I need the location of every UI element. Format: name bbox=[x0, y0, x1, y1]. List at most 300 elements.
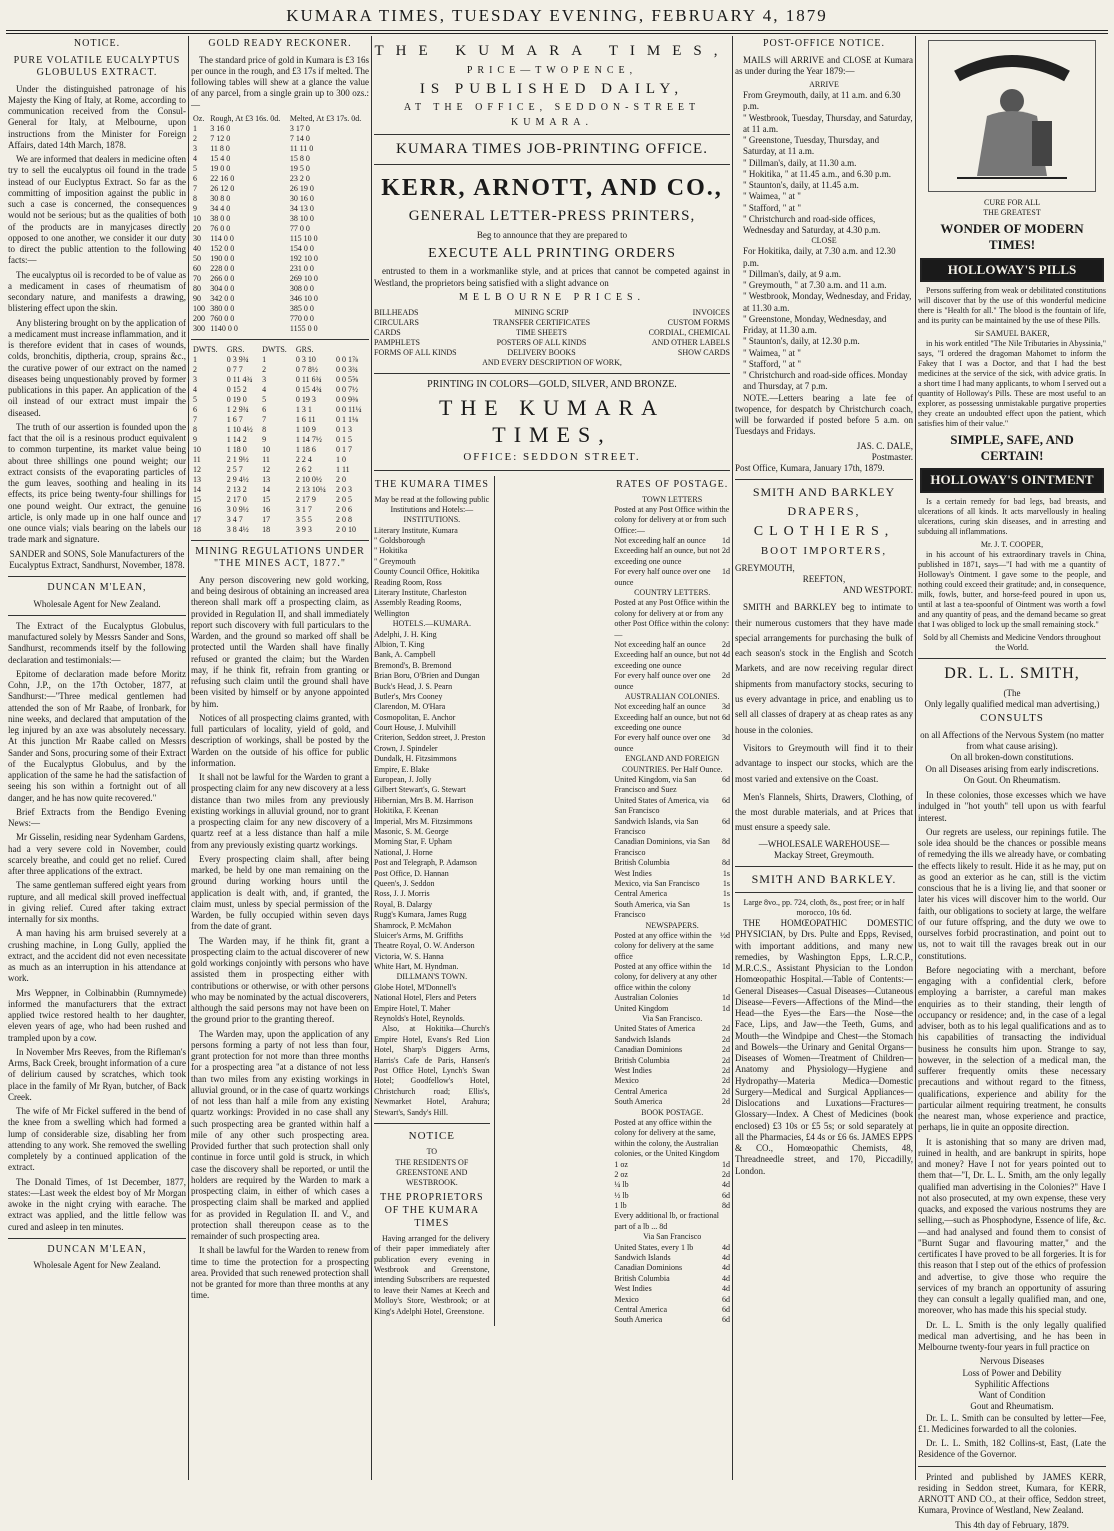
homoeopathic-ad: THE HOMŒOPATHIC DOMESTIC PHYSICIAN, by Drs. Pulte and Epps, Revised, with important additions, and many new remedies, by Washington Epps, L.R.C.P., M.R.C.S., Assistant Physician to the London Homœopathic Hospital.—Table of Contents:—General Diseases—Casual Diseases—Cutaneous Disease—Fevers—Affections of the Mind—the Head—the Eyes—the Ears—the Nose—the Face, Lips, and Jaw—the Teeth, Gums, and Mouth—the Windpipe and Chest—the Stomach and Bowels—the Urinary and Genital Organs—Diseases of Women—Treatment of Children—Anatomy and Physiology—Hygiene and Hydropathy—Materia Medica—Domestic Surgery—Medical and Surgical Appliances—Dislocations and Luxations—Fractures—Glossary—Index. A Chest of Medicines (book enclosed) £3 10s or £5 5s; or sold separately at all the Pharmacies, £4 4s or £6 6s. JAMES EPPS & CO., Homœopathic Chemists, 48, Threadneedle street, and 170, Piccadilly, London. bbox=[735, 918, 913, 1176]
gold-cell: 80 bbox=[193, 283, 201, 293]
rate-row bbox=[614, 858, 730, 868]
dwts-cell: 1 bbox=[193, 354, 197, 364]
rate-value: 1d bbox=[722, 536, 731, 546]
divider bbox=[735, 866, 913, 867]
dwts-cell: 2 0 6 bbox=[335, 504, 352, 514]
rate-label: For every half ounce over one ounce bbox=[614, 733, 711, 753]
rate-label: Posted at any office within the colony, for delivery at any other office within the colony bbox=[614, 962, 717, 992]
baker-text: in his work entitled "The Nile Tributaries in Abyssinia," says, "I ordered the dragoman Mahomet to inform the Fakey that I was a Doctor, and that I had the best medicines at the service of the sick, with advice gratis. In a short time I had many applicants, to whom I served out a quantity of Holloway's Pills. These are most useful to an explorer, as possessing unmistakable purgative properties they create an undoubted effect upon the patient, which satisfies him of their value." bbox=[918, 338, 1106, 428]
dwts-cell: 7 bbox=[193, 414, 197, 424]
gold-cell: 1155 0 0 bbox=[289, 323, 318, 333]
rate-value: 6d bbox=[722, 795, 731, 805]
testimonial-paragraph: The Extract of the Eucalyptus Globulus, manufactured solely by Messrs Sander and Sons, Sandhurst, recommends itself by the following declaration and testimonials:— bbox=[8, 620, 186, 665]
wonder-heading: WONDER OF MODERN TIMES! bbox=[940, 221, 1084, 253]
gold-cell: 300 bbox=[193, 323, 205, 333]
dwts-cell: 7 bbox=[262, 414, 267, 424]
gold-row bbox=[191, 284, 369, 294]
gold-cell: 308 0 0 bbox=[289, 283, 314, 293]
dr-smith-paragraph: Before negociating with a merchant, before engaging with a confidential clerk, before employing a barrister, a careful man makes enquiries as to their standing, their length of occupancy or residence; and, in the case of a legal adviser, both as to his legal qualifications and as to his capabilities of transacting the individual business he consults him upon. Strange to say, however, in the selection of a medical man, the sufferer frequently omits these necessary precautions and without regard to the fitness, qualifications, experience and ability for the particular ailment requiring treatment, he consults the nearest man, whose experience and practice, perhaps, lie in quite an opposite direction. bbox=[918, 964, 1106, 1133]
gold-cell: 30 8 0 bbox=[210, 193, 231, 203]
dwts-cell: 0 7 8½ bbox=[295, 364, 318, 374]
post-date: Post Office, Kumara, January 17th, 1879. bbox=[735, 463, 885, 473]
close-item: " Stafford, " at " bbox=[743, 358, 802, 369]
rate-row bbox=[614, 702, 730, 712]
dwts-cell: 8 bbox=[262, 424, 267, 434]
dwts-cell: 5 bbox=[262, 394, 267, 404]
rate-value: ½d bbox=[720, 930, 731, 940]
dwts-row bbox=[191, 475, 369, 485]
column-holloway bbox=[918, 36, 1106, 1530]
dwts-row bbox=[191, 495, 369, 505]
rate-row bbox=[614, 796, 730, 817]
rate-value: 6d bbox=[722, 1190, 731, 1200]
gold-row bbox=[191, 214, 369, 224]
hotel-item: Theatre Royal, O. W. Anderson bbox=[374, 941, 475, 951]
dr-address: Dr. L. L. Smith, 182 Collins-st, East, (Late the Residence of the Governor. bbox=[918, 1438, 1106, 1460]
dwts-header: GRS. bbox=[295, 344, 314, 354]
gold-cell: 7 bbox=[193, 183, 197, 193]
hotel-item: Criterion, Seddon street, J. Preston bbox=[374, 733, 486, 743]
gold-cell: 6 bbox=[193, 173, 197, 183]
gold-cell: 26 12 0 bbox=[210, 183, 235, 193]
close-heading: CLOSE bbox=[811, 236, 837, 246]
dwts-cell: 1 10 9 bbox=[295, 424, 316, 434]
rate-value: 2d bbox=[722, 1076, 731, 1086]
postmaster-title: Postmaster. bbox=[871, 451, 913, 462]
gold-cell: 90 bbox=[193, 293, 201, 303]
cooper-name: Mr. J. T. COOPER, bbox=[980, 539, 1044, 549]
england-heading: ENGLAND AND FOREIGN COUNTRIES. Per Half Ounce. bbox=[621, 754, 723, 774]
rate-value: 6d bbox=[722, 712, 731, 722]
rate-label: Canadian Dominions bbox=[614, 1045, 683, 1055]
gold-th-oz: Oz. bbox=[193, 113, 205, 123]
rate-row bbox=[614, 775, 730, 796]
westport: AND WESTPORT. bbox=[842, 585, 913, 595]
hotel-item: Brian Boru, O'Brien and Dungan bbox=[374, 671, 480, 681]
rate-label: For every half ounce over one ounce bbox=[614, 567, 711, 587]
dwts-cell: 2 6 2 bbox=[295, 464, 312, 474]
arrive-item: " Stafford, " at " bbox=[743, 202, 802, 213]
rate-row bbox=[614, 817, 730, 838]
rate-label: West Indies bbox=[614, 1284, 652, 1294]
printing-item: POSTERS OF ALL KINDS bbox=[496, 338, 587, 348]
rate-value: 2d bbox=[722, 1045, 731, 1055]
arrive-item: " Christchurch and road-side offices, Wednesday and Saturday, at 4.30 p.m. bbox=[743, 213, 881, 235]
gold-cell: 2 bbox=[193, 133, 197, 143]
rate-row bbox=[614, 993, 730, 1003]
testimonial-paragraph: In November Mrs Reeves, from the Rifleman's Arms, Back Creek, brought information of a cure of delirium caused by scratches, which took place in the family of Mr Ryan, butcher, of Back Creek. bbox=[8, 1046, 186, 1102]
mining-paragraph: The Warden may, if he think fit, grant a prospecting claim to the actual discoverer of new gold workings conjointly with persons who have assisted them in prospecting either with contributions or otherwise, or with other persons who may be nominated by the actual discoverers, although the said persons may not have been on the ground prior to the granting thereof. bbox=[191, 935, 369, 1025]
gold-row bbox=[191, 314, 369, 324]
post-note: NOTE.—Letters bearing a late fee of twopence, for despatch by Christchurch coach, will be forwarded if posted before 5 a.m. on Tuesdays and Fridays. bbox=[735, 392, 913, 437]
dwts-cell: 1 14 7½ bbox=[295, 434, 322, 444]
rate-row bbox=[614, 1097, 730, 1107]
dwts-row bbox=[191, 505, 369, 515]
gold-cell: 26 19 0 bbox=[289, 183, 314, 193]
gold-cell: 231 0 0 bbox=[289, 263, 314, 273]
dwts-cell: 0 7 7 bbox=[226, 364, 243, 374]
mining-paragraph: It shall be lawful for the Warden to renew from time to time the protection for a prospecting area. Provided that such renewed protection shall not be granted for more than three months at any time. bbox=[191, 1245, 369, 1301]
dwts-row bbox=[191, 465, 369, 475]
rate-label: Sandwich Islands, via San Francisco bbox=[614, 816, 699, 836]
rate-row bbox=[614, 1253, 730, 1263]
rate-row bbox=[614, 889, 730, 899]
hotel-item: Royal, B. Dalargy bbox=[374, 899, 433, 909]
close-item: " Dillman's, daily, at 9 a.m. bbox=[743, 268, 841, 279]
rate-row bbox=[614, 1305, 730, 1315]
dwts-cell: 0 1 5 bbox=[335, 434, 352, 444]
mining-paragraph: Any person discovering new gold working, and being desirous of obtaining an increased area thereon shall mark off a prospecting claim, as provided in Regulation II, and shall immediately report such discovery with full particulars to the Warden, and the ground so marked off shall be protected until the Warden shall have finally refused or granted the claim; but the Warden may, if he think fit, refrain from granting or refusing such claim until the ground shall have been visited by himself or by anyone appointed by him. bbox=[191, 574, 369, 709]
rate-row bbox=[614, 1315, 730, 1325]
rate-row bbox=[614, 546, 730, 567]
dwts-cell: 0 19 0 bbox=[226, 394, 247, 404]
divider bbox=[374, 373, 730, 374]
dwts-cell: 15 bbox=[193, 494, 201, 504]
gold-cell: 266 0 0 bbox=[210, 273, 235, 283]
hotel-item: Hokitika, F. Keenan bbox=[374, 806, 439, 816]
every-description: AND EVERY DESCRIPTION OF WORK, bbox=[482, 358, 622, 368]
rate-label: Not exceeding half an ounce bbox=[614, 536, 706, 546]
rate-value: 4d bbox=[722, 1273, 731, 1283]
close-item: " Staunton's, daily, at 12.30 p.m. bbox=[743, 336, 860, 347]
rate-label: United States, every 1 lb bbox=[614, 1242, 694, 1252]
dwts-cell: 10 bbox=[193, 444, 201, 454]
dwts-cell: 12 bbox=[262, 464, 271, 474]
dwts-row bbox=[191, 395, 369, 405]
rate-value: 4d bbox=[722, 650, 731, 660]
gold-cell: 22 16 0 bbox=[210, 173, 235, 183]
rate-row bbox=[614, 536, 730, 546]
rate-value: 2d bbox=[722, 671, 731, 681]
dwts-cell: 13 bbox=[262, 474, 271, 484]
sander-signature: SANDER and SONS, Sole Manufacturers of the Eucalyptus Extract, Sandhurst, November, 1878. bbox=[9, 548, 185, 570]
eucalyptus-paragraph: The eucalyptus oil is recorded to be of value as a medicament in cases of rheumatism of secondary nature, and manifests a drawing, blistering effect upon the skin. bbox=[8, 269, 186, 314]
rate-value: 2d bbox=[722, 1169, 731, 1179]
rate-value: 2d bbox=[722, 1055, 731, 1065]
dwts-cell: 13 bbox=[193, 474, 201, 484]
close-item: " Westbrook, Monday, Wednesday, and Friday, at 11.30 a.m. bbox=[743, 291, 912, 313]
testimonial-paragraph: Brief Extracts from the Bendigo Evening News:— bbox=[8, 806, 186, 828]
hotel-item: Rugg's Kumara, James Rugg bbox=[374, 910, 467, 920]
dwts-cell: 4 bbox=[193, 384, 197, 394]
gold-row bbox=[191, 274, 369, 284]
dwts-cell: 4 bbox=[262, 384, 267, 394]
gold-cell: 7 14 0 bbox=[289, 133, 310, 143]
rate-label: United Kingdom, via San Francisco and Suez bbox=[614, 775, 697, 795]
rate-row bbox=[614, 900, 730, 921]
dwts-cell: 1 bbox=[262, 354, 267, 364]
rate-label: Exceeding half an ounce, but not exceeding one ounce bbox=[614, 650, 720, 670]
dwts-cell: 1 2 9¾ bbox=[226, 404, 249, 414]
rate-value: 2d bbox=[722, 1024, 731, 1034]
consults-item: On Gout. On Rheumatism. bbox=[963, 774, 1061, 785]
close-item: " Greymouth, " at 7.30 a.m. and 11 a.m. bbox=[743, 280, 887, 290]
hotel-item: Victoria, W. S. Hanna bbox=[374, 951, 444, 961]
mining-paragraph: Notices of all prospecting claims granted, with full particulars of locality, yield of gold, and description of workings, shall be posted by the Warden on the outside of his office for public information. bbox=[191, 712, 369, 768]
rate-label: Canadian Dominions bbox=[614, 1263, 683, 1273]
nervous-item: Nervous Diseases bbox=[979, 1356, 1045, 1367]
rate-value: 4d bbox=[722, 1242, 731, 1252]
column-gold-reckoner bbox=[191, 36, 369, 1478]
logo-text: CURE FOR ALL bbox=[983, 198, 1040, 207]
gold-row bbox=[191, 304, 369, 314]
arrive-item: " Westbrook, Tuesday, Thursday, and Saturday, at 11 a.m. bbox=[743, 112, 913, 134]
testimonial-paragraph: Epitome of declaration made before Moritz Cohn, J.P., on the 17th October, 1877, at Sandhurst:—"Three medical gentlemen had attended the son of Mr Raabe, of Ironbark, for nine weeks, and declared that amputation of the leg injured by an axe was absolutely necessary. At this junction Mr Raabe called on Messrs Sander and Sons, procuring some of their Extract of the Eucalyptus Globulus, and by the application of the same he had the satisfaction of seeing his son within a fortnight out of all danger, and he has now quite recovered." bbox=[8, 668, 186, 803]
dwts-cell: 0 15 4¾ bbox=[295, 384, 322, 394]
divider bbox=[8, 1238, 186, 1239]
column-divider bbox=[188, 36, 189, 1480]
dwts-cell: 14 bbox=[262, 484, 271, 494]
rate-row bbox=[614, 671, 730, 692]
rate-label: For every half ounce over one ounce bbox=[614, 671, 711, 691]
rate-value: 6d bbox=[722, 1315, 731, 1325]
hotel-item: Queen's, J. Seddon bbox=[374, 878, 435, 888]
hygieia-icon bbox=[937, 46, 1087, 186]
institution-item: " Greymouth bbox=[374, 556, 416, 566]
gold-cell: 76 0 0 bbox=[210, 223, 231, 233]
dwts-cell: 0 19 3 bbox=[295, 394, 316, 404]
gold-cell: 380 0 0 bbox=[210, 303, 235, 313]
boot-importers: BOOT IMPORTERS, bbox=[760, 544, 888, 557]
rate-row bbox=[614, 650, 730, 671]
gold-cell: 228 0 0 bbox=[210, 263, 235, 273]
hotel-item: Clarendon, M. O'Hara bbox=[374, 702, 446, 712]
testimonial-paragraph: The same gentleman suffered eight years from rupture, and all medical skill proved ineffectual in giving relief. Cured after taking extract internally for six months. bbox=[8, 880, 186, 924]
divider bbox=[918, 1466, 1106, 1467]
rate-value: 2d bbox=[722, 546, 731, 556]
divider bbox=[191, 339, 369, 340]
rate-row bbox=[614, 1076, 730, 1086]
divider bbox=[374, 134, 730, 135]
gold-cell: 385 0 0 bbox=[289, 303, 314, 313]
printing-item: INVOICES bbox=[692, 308, 730, 318]
rate-label: United Kingdom bbox=[614, 1003, 669, 1013]
kerr-arnott: KERR, ARNOTT, AND CO., bbox=[381, 174, 723, 201]
dwts-cell: 1 10 4½ bbox=[226, 424, 253, 434]
mining-heading: MINING REGULATIONS UNDER "THE MINES ACT, 1877." bbox=[195, 545, 365, 570]
kt-price: PRICE—TWOPENCE, bbox=[466, 64, 638, 76]
notice-heading: NOTICE. bbox=[73, 38, 121, 49]
masthead: KUMARA TIMES, TUESDAY EVENING, FEBRUARY 4, 1879 bbox=[286, 6, 828, 25]
arrive-item: " Dillman's, daily, at 11.30 a.m. bbox=[743, 157, 857, 168]
dwts-row bbox=[191, 435, 369, 445]
gold-cell: 15 8 0 bbox=[289, 153, 310, 163]
rate-value: 1s bbox=[722, 868, 731, 878]
kt-office-seddon: OFFICE: SEDDON STREET. bbox=[463, 450, 641, 463]
simple-safe-heading: SIMPLE, SAFE, AND CERTAIN! bbox=[950, 431, 1074, 463]
gold-cell: 8 bbox=[193, 193, 197, 203]
execute-all: EXECUTE ALL PRINTING ORDERS bbox=[428, 245, 676, 261]
gold-row bbox=[191, 294, 369, 304]
rate-row bbox=[614, 1274, 730, 1284]
institution-item: Literary Institute, Charleston bbox=[374, 588, 467, 598]
divider bbox=[374, 1123, 490, 1124]
gold-cell: 23 2 0 bbox=[289, 173, 310, 183]
gold-cell: 50 bbox=[193, 253, 201, 263]
gold-cell: 30 16 0 bbox=[289, 193, 314, 203]
testimonial-paragraph: Mr Gisselin, residing near Sydenham Gardens, had a very severe cold in November, could scarcely breathe, and could get no relief. Cured after three applications of the extract. bbox=[8, 832, 186, 876]
rate-label: West Indies bbox=[614, 868, 652, 878]
dwts-cell: 3 4 7 bbox=[226, 514, 243, 524]
dwts-cell: 0 0 5⅝ bbox=[335, 374, 358, 384]
gold-cell: 3 16 0 bbox=[210, 123, 231, 133]
drapers: DRAPERS, bbox=[787, 504, 861, 519]
kt-office: AT THE OFFICE, SEDDON-STREET bbox=[403, 102, 701, 113]
gold-cell: 5 bbox=[193, 163, 197, 173]
gold-cell: 19 5 0 bbox=[289, 163, 310, 173]
dwts-cell: 2 17 9 bbox=[295, 494, 316, 504]
arrive-item: " Waimea, " at " bbox=[743, 191, 801, 202]
masthead-rule bbox=[6, 30, 1108, 31]
dwts-cell: 2 13 10¼ bbox=[295, 484, 326, 494]
printing-item: TRANSFER CERTIFICATES bbox=[492, 318, 591, 328]
gold-row bbox=[191, 134, 369, 144]
hotel-item: Bremond's, B. Bremond bbox=[374, 660, 452, 670]
nervous-item: Want of Condition bbox=[978, 1390, 1046, 1400]
gold-cell: 100 bbox=[193, 303, 205, 313]
gold-row bbox=[191, 324, 369, 334]
dwts-cell: 2 1 9½ bbox=[226, 454, 249, 464]
rate-row bbox=[614, 1201, 730, 1211]
rate-value: 4d bbox=[722, 1253, 731, 1263]
nervous-item: Gout and Rheumatism. bbox=[970, 1401, 1054, 1412]
rate-label: Central America bbox=[614, 1304, 667, 1314]
cure-for-all-logo bbox=[928, 40, 1096, 192]
rate-label: Exceeding half an ounce, but not exceeding one ounce bbox=[614, 546, 720, 566]
also-at-hokitika: Also, at Hokitika—Church's Empire Hotel, Evans's Red Lion Hotel, Sharp's Diggers Arms, Harris's Cafe de Paris, Hansen's Post Office Hotel, Lynch's Swan Hotel; Goodfellow's Hotel, Christchurch road; Ellis's, Newmarket Hotel, Arahura; Stewart's, Sandy's Hill. bbox=[374, 1024, 490, 1117]
dwts-cell: 6 bbox=[262, 404, 267, 414]
dr-smith-paragraph: It is astonishing that so many are driven mad, ruined in health, and are bankrupt in spirits, hope and money? Have I not for years pointed out to them that—"I, Dr. L. L. Smith, am the only legally qualified man advertising in the Colonies?" Have I not also prosecuted, at my own expense, these very quacks, and exposed the various nostrums they are selling,—such as Phosphodyne, Essence of life, &c.—and had analysed and found them to consist of "Burnt Sugar and flavouring matter," and the certificates I have proved to be all forgeries. It is for this reason that I step out of the ethics of profession and advertise, to give those who require the services of my branch an opportunity of assuring they can consult a legally qualified man, and one, moreover, who has made this his special study. bbox=[918, 1136, 1106, 1316]
gold-row bbox=[191, 144, 369, 154]
dwts-header: DWTS. bbox=[193, 344, 218, 354]
column-divider bbox=[915, 36, 916, 1480]
dillman-item: Reynolds's Hotel, Reynolds. bbox=[374, 1014, 465, 1024]
dwts-cell: 9 bbox=[262, 434, 267, 444]
arrive-item: " Staunton's, daily, at 11.45 a.m. bbox=[743, 180, 859, 190]
printed-by: Printed and published by JAMES KERR, residing in Seddon street, Kumara, for KERR, ARNOTT AND CO., at their office, Seddon street, Kumara, Province of Westland, New Zealand. bbox=[918, 1471, 1106, 1516]
read-at-sub: May be read at the following public Institutions and Hotels:— bbox=[374, 494, 490, 514]
divider bbox=[374, 470, 730, 471]
divider bbox=[8, 615, 186, 616]
hotels-heading: HOTELS.—KUMARA. bbox=[392, 619, 471, 629]
dwts-cell: 1 0 bbox=[335, 454, 346, 464]
hotel-item: Post Office, D. Hannan bbox=[374, 868, 449, 878]
dillman-item: National Hotel, Flers and Peters bbox=[374, 993, 477, 1003]
dwts-row bbox=[191, 525, 369, 535]
hotel-item: Court House, J. Mulvihill bbox=[374, 723, 457, 733]
divider bbox=[735, 479, 913, 480]
dwts-cell: 0 15 2 bbox=[226, 384, 247, 394]
gold-cell: 115 10 0 bbox=[289, 233, 318, 243]
gold-cell: 4 bbox=[193, 153, 197, 163]
institution-item: " Goldsborough bbox=[374, 536, 426, 546]
sold-by: Sold by all Chemists and Medicine Vendors throughout the World. bbox=[923, 632, 1101, 652]
kt-title: THE KUMARA TIMES, bbox=[374, 43, 730, 59]
dwts-cell: 9 bbox=[193, 434, 197, 444]
smith-barkley-paragraph: Men's Flannels, Shirts, Drawers, Clothing, of the most durable materials, and at Prices that must ensure a speedy sale. bbox=[735, 791, 913, 833]
country-letters-text: Posted at any Post Office within the colony for delivery at or from any other Post Office within the colony:— bbox=[614, 598, 730, 639]
gold-cell: 200 bbox=[193, 313, 205, 323]
testimonial-paragraph: The wife of Mr Fickel suffered in the bend of the knee from a swelling which had formed a lump of considerable size, disabling her from attending to any work. She removed the swelling completely by a continued application of the extract. bbox=[8, 1106, 186, 1173]
gold-cell: 760 0 0 bbox=[210, 313, 235, 323]
eucalyptus-paragraph: We are informed that dealers in medicine often try to sell the eucalyptus oil found in the trade instead of our Euclyptus Extract. So far as the committing of imposition against the public in such a case is concerned, the consequences would not be serious; but as the qualities of both of the products are in manyjcases directly opposed to one another, we consider it our duty to direct the public attention to the following facts:— bbox=[8, 154, 186, 266]
gold-th-melted: Melted, At £3 17s. 0d. bbox=[289, 113, 362, 123]
divider bbox=[918, 658, 1106, 659]
rate-label: Exceeding half an ounce, but not exceeding one ounce bbox=[614, 712, 720, 733]
postmaster-name: JAS. C. DALE, bbox=[856, 440, 913, 451]
dwts-cell: 17 bbox=[262, 514, 271, 524]
rate-label: British Columbia bbox=[614, 1055, 670, 1065]
book-via-heading: Via San Francisco bbox=[643, 1232, 702, 1242]
dwts-row bbox=[191, 375, 369, 385]
gold-row bbox=[191, 184, 369, 194]
arrive-item: " Hokitika, " at 11.45 a.m., and 6.30 p.m. bbox=[743, 168, 891, 179]
dwts-row bbox=[191, 405, 369, 415]
rate-row bbox=[614, 1160, 730, 1170]
hotel-item: Sluicer's Arms, M. Griffiths bbox=[374, 930, 464, 940]
dwts-cell: 2 10 0½ bbox=[295, 474, 322, 484]
dwts-cell: 17 bbox=[193, 514, 201, 524]
gold-cell: 7 12 0 bbox=[210, 133, 231, 143]
dwts-cell: 15 bbox=[262, 494, 271, 504]
printing-item: PAMPHLETS bbox=[374, 338, 420, 348]
rate-value: 1d bbox=[722, 1159, 731, 1169]
eucalyptus-paragraph: Any blistering brought on by the application of a medicament must increase inflammation, and it is therefore evident that in cases of wounds, colds, bronchitis, diptheria, croup, sprains &c., the curative power of our extract on the named diseases being unquestionably proved by former publications in this paper. An application of the oil instead of our extract must impair the diseased. bbox=[8, 317, 186, 418]
rate-value: 2d bbox=[722, 1097, 731, 1107]
dwts-cell: 0 1 1⅛ bbox=[335, 414, 358, 424]
dwts-cell: 1 11 bbox=[335, 464, 350, 474]
gold-cell: 60 bbox=[193, 263, 201, 273]
rate-value: 1d bbox=[722, 993, 731, 1003]
dwts-cell: 2 2 4 bbox=[295, 454, 312, 464]
institution-item: Assembly Reading Rooms, Wellington bbox=[374, 598, 462, 618]
rate-label: South America, via San Francisco bbox=[614, 899, 690, 920]
hotel-item: National, J. Horne bbox=[374, 847, 433, 857]
rate-label: Not exceeding half an ounce bbox=[614, 639, 706, 649]
rate-value: 6d bbox=[722, 775, 731, 785]
mining-paragraph: Every prospecting claim shall, after being marked, be held by one man remaining on the ground during working hours until the application is dealt with, and, if granted, the claim must, unless by special permission of the Warden, be fully occupied within seven days from the date of grant. bbox=[191, 853, 369, 932]
dwts-cell: 2 17 0 bbox=[226, 494, 247, 504]
rate-label: Sandwich Islands bbox=[614, 1253, 671, 1263]
rate-value: 2d bbox=[722, 1065, 731, 1075]
printing-item: CUSTOM FORMS bbox=[667, 318, 730, 328]
printing-item: CIRCULARS bbox=[374, 318, 419, 328]
arrive-item: From Greymouth, daily, at 11 a.m. and 6.30 p.m. bbox=[743, 90, 901, 112]
dwts-cell: 0 11 6¾ bbox=[295, 374, 322, 384]
dwts-row bbox=[191, 485, 369, 495]
dwts-cell: 1 18 0 bbox=[226, 444, 247, 454]
post-office-heading: POST-OFFICE NOTICE. bbox=[763, 38, 885, 49]
divider bbox=[191, 540, 369, 541]
rate-value: 1d bbox=[722, 567, 731, 577]
hotel-item: Gilbert Stewart's, G. Stewart bbox=[374, 785, 466, 795]
mining-paragraph: The Warden may, upon the application of any persons forming a party of not less than four, grant protection for not more than three months for a prospecting area "at a distance of not less than two miles from any existing workings in alluvial ground, or in the case of quartz workings of not less than half a mile from any existing quartz workings: Provided in no case shall any such prospecting area be granted within half a mile of any other such prospecting area. Provided further that such protection shall only continue in force until gold is struck, in which case the discovery shall be reported, or until the holders are required by the Warden to mark a prospecting claim, in either of which cases a prospecting claim shall be marked and applied for as provided in Regulation II. and V., and protection shall thereupon cease as to the remainder of such prospecting area. bbox=[191, 1028, 369, 1241]
hotel-item: Albion, T. King bbox=[374, 639, 425, 649]
rate-row bbox=[614, 1066, 730, 1076]
mails-intro: MAILS will ARRIVE and CLOSE at Kumara as under during the Year 1879:— bbox=[735, 54, 913, 76]
dr-the: (The bbox=[1003, 687, 1021, 698]
gold-cell: 38 0 0 bbox=[210, 213, 231, 223]
publish-date: This 4th day of February, 1879. bbox=[955, 1519, 1069, 1530]
close-item: " Greenstone, Monday, Wednesday, and Friday, at 11.30 a.m. bbox=[743, 313, 887, 335]
rate-row bbox=[614, 567, 730, 588]
column-kumara-times bbox=[374, 36, 730, 1478]
gold-row bbox=[191, 194, 369, 204]
testimonial-paragraph: A man having his arm bruised severely at a crushing machine, in Long Gully, applied the extract, and the accident did not even necessitate as much as an interruption in his attendance at work. bbox=[8, 928, 186, 984]
dwts-cell: 0 0 7½ bbox=[335, 384, 358, 394]
dwts-header: DWTS. bbox=[262, 344, 287, 354]
testimonial-paragraph: Mrs Weppner, in Colbinabbin (Rumnymede) informed the manufacturers that the extract applied twice restored health to her daughter, eleven years of age, who had been rushed and trampled upon by a cow. bbox=[8, 987, 186, 1043]
